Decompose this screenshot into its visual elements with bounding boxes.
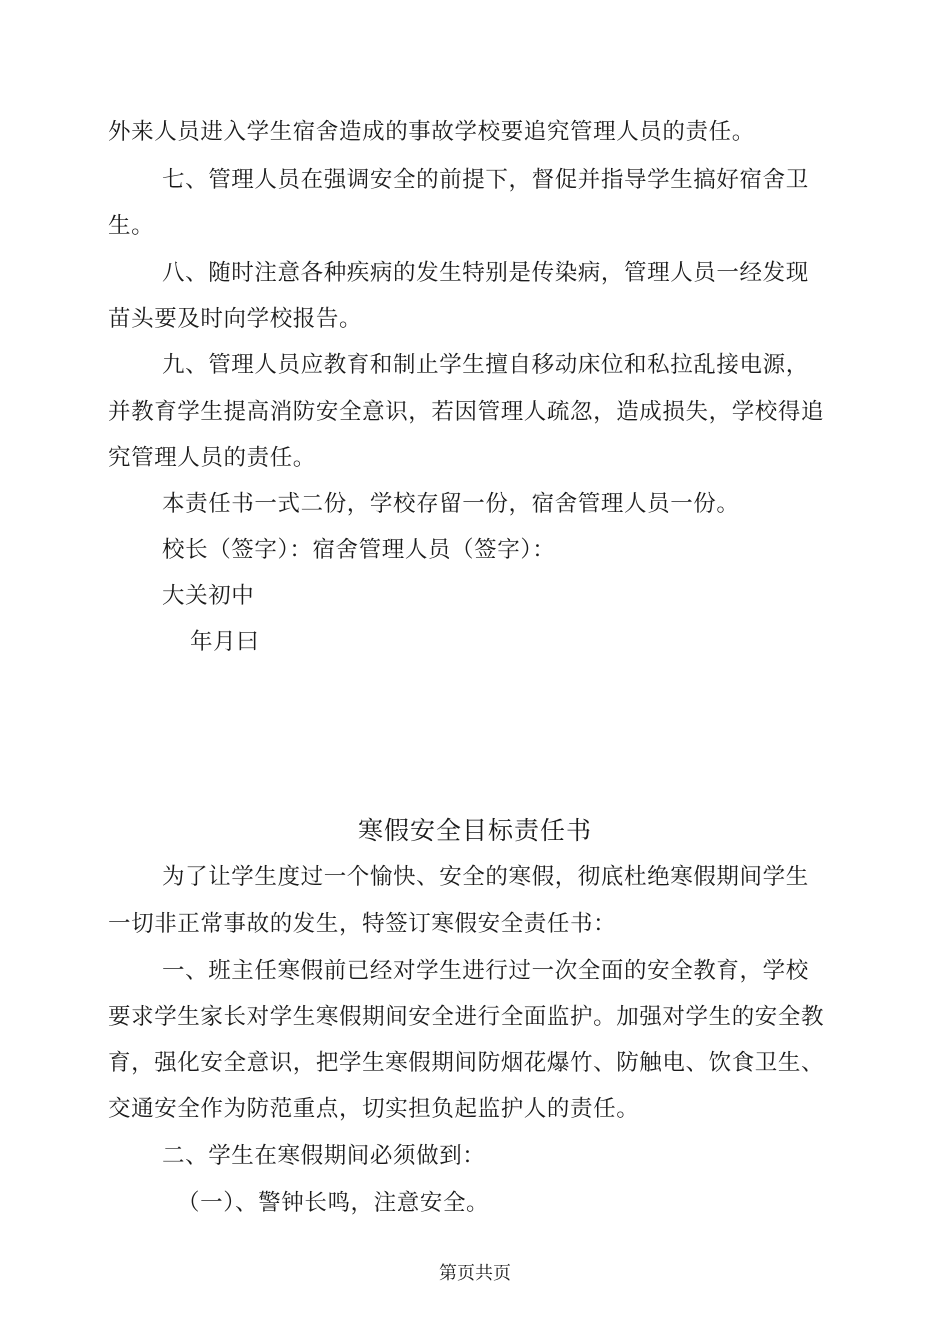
- paragraph-line: 外来人员进入学生宿舍造成的事故学校要追究管理人员的责任。: [108, 119, 755, 145]
- paragraph-line: 二、学生在寒假期间必须做到：: [162, 1143, 486, 1169]
- paragraph-line: 一切非正常事故的发生，特签订寒假安全责任书：: [108, 911, 617, 937]
- document-title: 寒假安全目标责任书: [357, 816, 592, 845]
- page-footer: 第页共页: [439, 1263, 511, 1284]
- paragraph-line: 七、管理人员在强调安全的前提下，督促并指导学生搞好宿舍卫: [162, 167, 809, 193]
- signature-line: 校长（签字）：宿舍管理人员（签字）：: [162, 537, 556, 563]
- date-line: 年月曰: [190, 629, 260, 655]
- paragraph-line: 究管理人员的责任。: [108, 445, 316, 471]
- paragraph-line: 苗头要及时向学校报告。: [108, 306, 363, 332]
- school-name: 大关初中: [162, 583, 255, 609]
- paragraph-line: 并教育学生提高消防安全意识，若因管理人疏忽，造成损失，学校得追: [108, 399, 825, 425]
- paragraph-line: 本责任书一式二份，学校存留一份，宿舍管理人员一份。: [162, 491, 740, 517]
- paragraph-line: 九、管理人员应教育和制止学生擅自移动床位和私拉乱接电源，: [162, 352, 809, 378]
- paragraph-line: 交通安全作为防范重点，切实担负起监护人的责任。: [108, 1096, 640, 1122]
- paragraph-line: 要求学生家长对学生寒假期间安全进行全面监护。加强对学生的安全教: [108, 1004, 825, 1030]
- paragraph-line: （一）、警钟长鸣，注意安全。: [177, 1190, 490, 1216]
- paragraph-line: 育，强化安全意识，把学生寒假期间防烟花爆竹、防触电、饮食卫生、: [108, 1050, 825, 1076]
- paragraph-line: 为了让学生度过一个愉快、安全的寒假，彻底杜绝寒假期间学生: [162, 864, 809, 890]
- paragraph-line: 一、班主任寒假前已经对学生进行过一次全面的安全教育，学校: [162, 958, 809, 984]
- paragraph-line: 生。: [108, 213, 155, 239]
- paragraph-line: 八、随时注意各种疾病的发生特别是传染病，管理人员一经发现: [162, 260, 809, 286]
